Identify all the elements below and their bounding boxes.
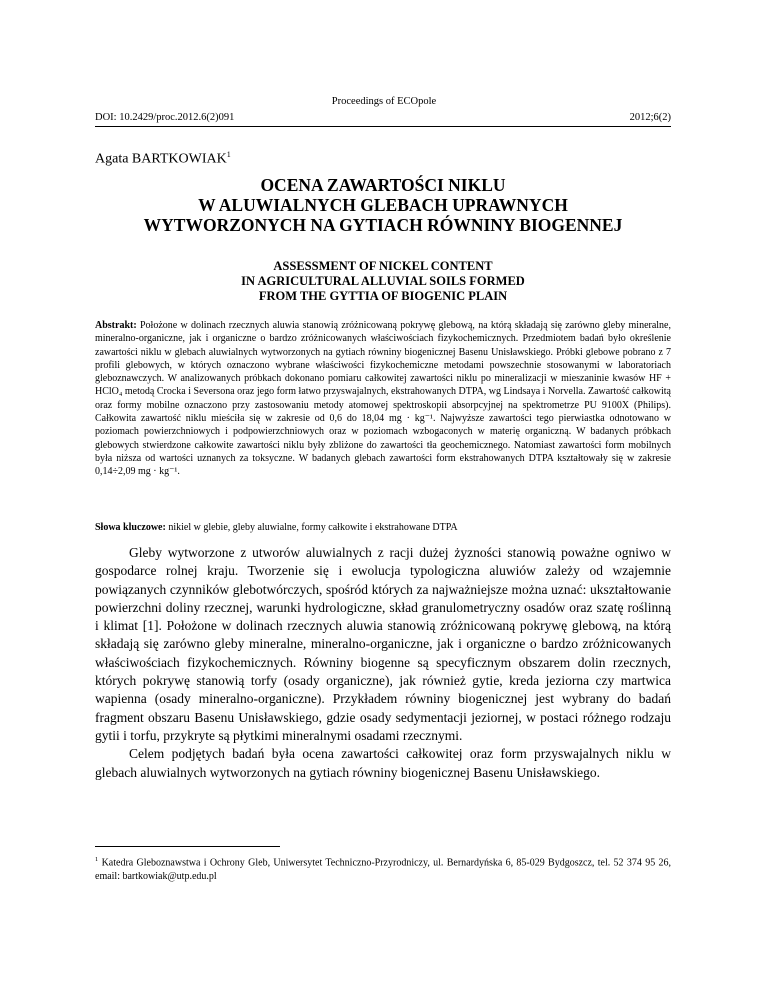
title-english-line: ASSESSMENT OF NICKEL CONTENT (273, 259, 493, 273)
keywords (95, 522, 671, 533)
author-name: Agata BARTKOWIAK (95, 151, 227, 167)
keywords-text: nikiel w glebie, gleby aluwialne, formy całkowite i ekstrahowane DTPA (168, 522, 458, 533)
abstract (95, 319, 671, 479)
footnote-mark: 1 (95, 856, 99, 863)
body-paragraph: Gleby wytworzone z utworów aluwialnych z racji dużej żyzności stanowią poważne ogniwo w gospodarce rolnej kraju. Tworzenie się i ewolucja typologiczna aluwiów zależy od wzajemnie powiązanych czynników glebotwórczych, spośród których za najważniejsze można uznać: ukształtowanie powierzchni doliny rzecznej, warunki hydrologiczne, skład granulometryczny osadów oraz szatę roślinną i klimat [1]. Położone w dolinach rzecznych aluwia stanowią zróżnicowaną pokrywę glebową, na którą składają się zarówno gleby mineralne, mineralno-organiczne, jak i organiczne o bardzo zróżnicowanych właściwościach fizykochemicznych. Równiny biogenne są specyficznym obszarem dolin rzecznych, których pokrywę stanowią torfy (osady organiczne), jak również gytie, kreda jeziorna czy martwica wapienna (osady mineralno-organiczne). Przykładem równiny biogenicznej jest wybrany do badań fragment obszaru Basenu Unisławskiego, gdzie osady sedymentacji jeziornej, w postaci różnego rodzaju gytii i torfu, przykryte są płytkimi mineralnymi osadami rzecznymi. (95, 545, 671, 743)
title-english (95, 259, 671, 304)
title-polish-line: WYTWORZONYCH NA GYTIACH RÓWNINY BIOGENNEJ (143, 215, 623, 235)
title-polish-line: W ALUWIALNYCH GLEBACH UPRAWNYCH (198, 195, 568, 215)
footnote-separator (95, 846, 280, 847)
journal-name: Proceedings of ECOpole (331, 96, 437, 107)
author-footnote-mark: 1 (226, 150, 231, 159)
keywords-label: Słowa kluczowe: (95, 522, 166, 533)
body-paragraph: Celem podjętych badań była ocena zawartości całkowitej oraz form przyswajalnych niklu w glebach aluwialnych wytworzonych na gytiach równiny biogenicznej Basenu Unisławskiego. (95, 746, 671, 780)
abstract-label: Abstrakt: (95, 320, 137, 331)
title-polish-line: OCENA ZAWARTOŚCI NIKLU (260, 175, 506, 195)
footnote (95, 853, 671, 883)
body-text (95, 544, 671, 782)
abstract-text: Położone w dolinach rzecznych aluwia stanowią zróżnicowaną pokrywę glebową, na którą składają się zarówno gleby mineralne, mineralno-organiczne, jak i organiczne o bardzo zróżnicowanych właściwościach fizykochemicznych. Przedmiotem badań było określenie zawartości niklu w glebach aluwialnych wytworzonych na gytiach równiny biogenicznej Basenu Unisławskiego. Próbki glebowe pobrano z 7 profili glebowych, w których oznaczono wybrane właściwości fizykochemiczne metodami powszechnie stosowanymi w laboratoriach gleboznawczych. W analizowanych próbkach dokonano pomiaru całkowitej zawartości niklu po mineralizacji w mieszaninie kwasów HF + HClO₄ metodą Crocka i Seversona oraz jego form łatwo przyswajalnych, ekstrahowanych DTPA, wg Lindsaya i Norvella. Zawartość całkowitą oraz formy mobilne oznaczono przy zastosowaniu metody atomowej spektroskopii absorpcyjnej na spektrometrze PU 9100X (Philips). Całkowita zawartość niklu mieściła się w zakresie od 0,6 do 18,04 mg · kg⁻¹. Najwyższe zawartości tego pierwiastka odnotowano w poziomach powierzchniowych i podpowierzchniowych oraz w poziomach wzbogaconych w materię organiczną. W badanych próbkach glebowych stwierdzone całkowite zawartości niklu były zbliżone do zawartości tła geochemicznego. Natomiast zawartości form mobilnych była niższa od wartości uznanych za toksyczne. W badanych glebach zawartości form ekstrahowanych DTPA kształtowały się w zakresie 0,14÷2,09 mg · kg⁻¹. (95, 320, 671, 478)
author (95, 150, 231, 168)
title-polish (95, 175, 671, 235)
footnote-text: Katedra Gleboznawstwa i Ochrony Gleb, Uniwersytet Techniczno-Przyrodniczy, ul. Bernardyńska 6, 85-029 Bydgoszcz, tel. 52 374 95 26, email: bartkowiak@utp.edu.pl (95, 857, 672, 882)
title-english-line: IN AGRICULTURAL ALLUVIAL SOILS FORMED (241, 274, 525, 288)
doi: DOI: 10.2429/proc.2012.6(2)091 (95, 112, 235, 123)
title-english-line: FROM THE GYTTIA OF BIOGENIC PLAIN (258, 289, 508, 303)
doi-row (95, 112, 671, 127)
issue: 2012;6(2) (629, 112, 671, 123)
